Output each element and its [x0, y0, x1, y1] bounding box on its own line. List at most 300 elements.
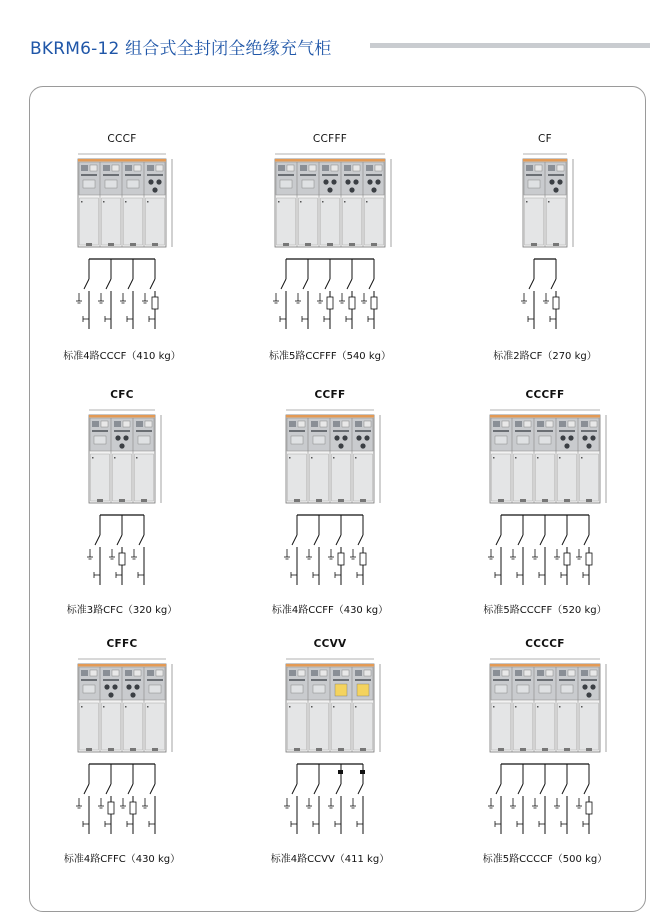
- busbar: [490, 415, 600, 418]
- device-module: [147, 670, 154, 676]
- switch-symbol: [128, 279, 133, 289]
- base-foot: [141, 499, 147, 502]
- door-handle: [548, 201, 550, 203]
- cable-compartment-door: [113, 454, 132, 501]
- device-module: [366, 165, 373, 171]
- cabinet-drawing: [445, 656, 645, 856]
- cable-compartment-door: [321, 198, 340, 245]
- cable-compartment-door: [580, 703, 599, 750]
- switch-symbol: [117, 535, 122, 545]
- device-module: [331, 165, 338, 171]
- device-module: [524, 670, 531, 676]
- base-foot: [152, 243, 158, 246]
- door-handle: [311, 457, 313, 459]
- cabinet-cell: [22, 638, 222, 888]
- indicator-strip: [147, 174, 163, 176]
- indicator-strip: [103, 174, 119, 176]
- device-module: [548, 165, 555, 171]
- door-handle: [147, 706, 149, 708]
- cabinet-drawing: [445, 151, 645, 351]
- device-module: [92, 421, 99, 427]
- busbar: [490, 664, 600, 667]
- indicator-strip: [136, 430, 152, 432]
- base-foot: [338, 748, 344, 751]
- door-handle: [355, 457, 357, 459]
- indicator-strip: [300, 174, 316, 176]
- fuse-indicator: [112, 684, 117, 689]
- cable-compartment-door: [492, 454, 511, 501]
- fuse-indicator: [582, 435, 587, 440]
- base-foot: [130, 243, 136, 246]
- fuse-indicator: [331, 179, 336, 184]
- switch-symbol: [347, 279, 352, 289]
- busbar: [89, 415, 155, 418]
- cable-compartment-door: [310, 454, 329, 501]
- device-module: [90, 165, 97, 171]
- cable-compartment-door: [146, 198, 165, 245]
- cabinet-cell: [230, 638, 430, 888]
- switch-symbol: [106, 279, 111, 289]
- door-handle: [92, 457, 94, 459]
- device-module: [557, 165, 564, 171]
- device-module: [515, 670, 522, 676]
- door-handle: [559, 457, 561, 459]
- breaker-symbol: [338, 770, 343, 774]
- busbar: [523, 159, 567, 162]
- indicator-strip: [526, 174, 542, 176]
- fuse-indicator: [549, 179, 554, 184]
- indicator-strip: [147, 679, 163, 681]
- busbar: [286, 415, 374, 418]
- cable-compartment-door: [102, 198, 121, 245]
- device-module: [502, 670, 509, 676]
- device-module: [287, 165, 294, 171]
- cabinet-caption: 标准4路CCVV（411 kg）: [270, 854, 390, 865]
- device-module: [581, 670, 588, 676]
- base-foot: [553, 243, 559, 246]
- device-module: [147, 165, 154, 171]
- cabinet-cell: [445, 389, 645, 639]
- fuse-symbol: [360, 553, 366, 565]
- device-module: [125, 165, 132, 171]
- device-module: [502, 421, 509, 427]
- switch-symbol: [336, 784, 341, 794]
- fuse-indicator: [115, 435, 120, 440]
- cable-compartment-door: [354, 454, 373, 501]
- cabinet-drawing: [445, 407, 645, 607]
- device-module: [103, 165, 110, 171]
- door-handle: [103, 201, 105, 203]
- door-handle: [103, 706, 105, 708]
- cable-compartment-door: [365, 198, 384, 245]
- door-handle: [493, 457, 495, 459]
- base-foot: [305, 243, 311, 246]
- cabinet-cell: [445, 638, 645, 888]
- indicator-strip: [537, 430, 553, 432]
- device-module: [320, 670, 327, 676]
- device-module: [353, 165, 360, 171]
- switch-symbol: [358, 535, 363, 545]
- base-foot: [283, 243, 289, 246]
- cable-compartment-door: [492, 703, 511, 750]
- device-module: [537, 670, 544, 676]
- fuse-symbol: [119, 553, 125, 565]
- cabinet-type-label: CCCF: [107, 133, 137, 145]
- fuse-indicator: [148, 179, 153, 184]
- cable-compartment-door: [525, 198, 544, 245]
- base-foot: [564, 499, 570, 502]
- indicator-strip: [537, 679, 553, 681]
- cable-compartment-door: [124, 703, 143, 750]
- fuse-indicator: [327, 187, 332, 192]
- fuse-indicator: [338, 443, 343, 448]
- base-foot: [360, 499, 366, 502]
- door-handle: [355, 706, 357, 708]
- cable-compartment-door: [536, 454, 555, 501]
- base-foot: [86, 748, 92, 751]
- device-module: [289, 421, 296, 427]
- switch-panel: [561, 685, 573, 693]
- device-module: [515, 421, 522, 427]
- fuse-indicator: [367, 179, 372, 184]
- device-module: [546, 670, 553, 676]
- switch-symbol: [562, 535, 567, 545]
- base-foot: [564, 748, 570, 751]
- cabinet-caption: 标准4路CFFC（430 kg）: [63, 854, 181, 865]
- switch-symbol: [106, 784, 111, 794]
- cable-compartment-door: [536, 703, 555, 750]
- base-foot: [542, 748, 548, 751]
- switch-panel: [302, 180, 314, 188]
- door-handle: [114, 457, 116, 459]
- indicator-strip: [344, 174, 360, 176]
- door-handle: [311, 706, 313, 708]
- cable-compartment-door: [135, 454, 154, 501]
- cable-compartment-door: [288, 703, 307, 750]
- cabinet-type-label: CCFFF: [312, 133, 348, 145]
- door-handle: [147, 201, 149, 203]
- cable-compartment-door: [332, 454, 351, 501]
- device-module: [112, 670, 119, 676]
- fuse-symbol: [108, 802, 114, 814]
- device-module: [333, 421, 340, 427]
- device-module: [546, 421, 553, 427]
- device-module: [289, 670, 296, 676]
- switch-symbol: [369, 279, 374, 289]
- device-module: [156, 165, 163, 171]
- breaker-symbol: [360, 770, 365, 774]
- busbar: [286, 664, 374, 667]
- fuse-indicator: [590, 684, 595, 689]
- cabinet-cell: [445, 133, 645, 383]
- fuse-indicator: [334, 435, 339, 440]
- switch-symbol: [292, 535, 297, 545]
- door-handle: [559, 706, 561, 708]
- page-title: BKRM6-12 组合式全封闭全绝缘充气柜: [30, 39, 332, 59]
- switch-symbol: [529, 279, 534, 289]
- indicator-strip: [289, 679, 305, 681]
- base-foot: [542, 499, 548, 502]
- cabinet-drawing: [22, 151, 222, 351]
- fuse-indicator: [582, 684, 587, 689]
- base-foot: [586, 748, 592, 751]
- device-module: [123, 421, 130, 427]
- indicator-strip: [311, 679, 327, 681]
- door-handle: [515, 706, 517, 708]
- base-foot: [108, 243, 114, 246]
- indicator-strip: [103, 679, 119, 681]
- indicator-strip: [333, 679, 349, 681]
- device-module: [344, 165, 351, 171]
- cable-compartment-door: [547, 198, 566, 245]
- indicator-strip: [322, 174, 338, 176]
- switch-panel: [517, 685, 529, 693]
- fuse-indicator: [152, 187, 157, 192]
- breaker-panel: [357, 684, 369, 696]
- door-handle: [493, 706, 495, 708]
- cabinet-caption: 标准5路CCFFF（540 kg）: [269, 351, 391, 362]
- base-foot: [338, 499, 344, 502]
- cable-compartment-door: [558, 703, 577, 750]
- device-module: [493, 670, 500, 676]
- page-header: [30, 34, 650, 58]
- fuse-indicator: [123, 435, 128, 440]
- fuse-symbol: [152, 297, 158, 309]
- base-foot: [97, 499, 103, 502]
- cabinet-caption: 标准2路CF（270 kg）: [493, 351, 597, 362]
- breaker-panel: [335, 684, 347, 696]
- switch-panel: [83, 180, 95, 188]
- cable-compartment-door: [102, 703, 121, 750]
- cabinet-type-label: CFFC: [106, 638, 138, 650]
- device-module: [145, 421, 152, 427]
- device-module: [364, 670, 371, 676]
- switch-panel: [280, 180, 292, 188]
- cabinet-type-label: CCFF: [314, 389, 346, 401]
- cabinet-cell: [22, 389, 222, 639]
- fuse-indicator: [356, 435, 361, 440]
- fuse-symbol: [130, 802, 136, 814]
- switch-symbol: [551, 279, 556, 289]
- cabinet-type-label: CCCFF: [525, 389, 565, 401]
- indicator-strip: [289, 430, 305, 432]
- indicator-strip: [559, 430, 575, 432]
- device-module: [493, 421, 500, 427]
- cabinet-drawing: [22, 656, 222, 856]
- base-foot: [294, 748, 300, 751]
- switch-symbol: [584, 535, 589, 545]
- cable-compartment-door: [310, 703, 329, 750]
- switch-panel: [528, 180, 540, 188]
- fuse-indicator: [371, 187, 376, 192]
- indicator-strip: [559, 679, 575, 681]
- door-handle: [344, 201, 346, 203]
- fuse-indicator: [590, 435, 595, 440]
- switch-symbol: [540, 784, 545, 794]
- switch-symbol: [562, 784, 567, 794]
- switch-symbol: [358, 784, 363, 794]
- base-foot: [86, 243, 92, 246]
- cable-compartment-door: [80, 703, 99, 750]
- door-handle: [537, 706, 539, 708]
- cabinet-cell: [22, 133, 222, 383]
- indicator-strip: [81, 174, 97, 176]
- switch-panel: [539, 685, 551, 693]
- switch-panel: [138, 436, 150, 444]
- base-foot: [316, 499, 322, 502]
- cabinet-caption: 标准3路CFC（320 kg）: [66, 605, 178, 616]
- base-foot: [316, 748, 322, 751]
- door-handle: [81, 706, 83, 708]
- fuse-indicator: [564, 443, 569, 448]
- base-foot: [152, 748, 158, 751]
- fuse-symbol: [371, 297, 377, 309]
- door-handle: [581, 457, 583, 459]
- fuse-indicator: [553, 187, 558, 192]
- cabinet-type-label: CCCCF: [525, 638, 565, 650]
- base-foot: [119, 499, 125, 502]
- cable-compartment-door: [514, 454, 533, 501]
- indicator-strip: [493, 679, 509, 681]
- door-handle: [136, 457, 138, 459]
- switch-panel: [83, 685, 95, 693]
- door-handle: [289, 457, 291, 459]
- door-handle: [278, 201, 280, 203]
- switch-symbol: [540, 535, 545, 545]
- switch-panel: [495, 685, 507, 693]
- switch-panel: [539, 436, 551, 444]
- indicator-strip: [355, 679, 371, 681]
- device-module: [535, 165, 542, 171]
- cabinet-type-label: CF: [538, 133, 552, 145]
- switch-symbol: [518, 784, 523, 794]
- indicator-strip: [81, 679, 97, 681]
- cabinet-caption: 标准4路CCCF（410 kg）: [63, 351, 181, 362]
- device-module: [568, 670, 575, 676]
- title-decor-bar: [370, 43, 650, 48]
- switch-symbol: [314, 784, 319, 794]
- switch-panel: [291, 685, 303, 693]
- fuse-indicator: [345, 179, 350, 184]
- switch-panel: [313, 685, 325, 693]
- fuse-symbol: [338, 553, 344, 565]
- switch-symbol: [281, 279, 286, 289]
- indicator-strip: [355, 430, 371, 432]
- switch-panel: [105, 180, 117, 188]
- switch-panel: [127, 180, 139, 188]
- device-module: [526, 165, 533, 171]
- device-module: [590, 421, 597, 427]
- busbar: [78, 664, 166, 667]
- device-module: [320, 421, 327, 427]
- device-module: [524, 421, 531, 427]
- base-foot: [327, 243, 333, 246]
- device-module: [134, 165, 141, 171]
- door-handle: [537, 457, 539, 459]
- device-module: [311, 421, 318, 427]
- cabinet-caption: 标准5路CCCCF（500 kg）: [482, 854, 608, 865]
- switch-panel: [291, 436, 303, 444]
- switch-symbol: [150, 279, 155, 289]
- cable-compartment-door: [277, 198, 296, 245]
- cabinet-cell: [230, 133, 430, 383]
- cable-compartment-door: [514, 703, 533, 750]
- cabinet-cell: [230, 389, 430, 639]
- cable-compartment-door: [288, 454, 307, 501]
- fuse-indicator: [568, 435, 573, 440]
- switch-symbol: [496, 784, 501, 794]
- device-module: [112, 165, 119, 171]
- device-module: [125, 670, 132, 676]
- device-module: [311, 670, 318, 676]
- cable-compartment-door: [354, 703, 373, 750]
- indicator-strip: [114, 430, 130, 432]
- device-module: [156, 670, 163, 676]
- fuse-indicator: [342, 435, 347, 440]
- switch-symbol: [84, 784, 89, 794]
- indicator-strip: [278, 174, 294, 176]
- fuse-indicator: [119, 443, 124, 448]
- cable-compartment-door: [124, 198, 143, 245]
- cable-compartment-door: [146, 703, 165, 750]
- fuse-symbol: [349, 297, 355, 309]
- base-foot: [520, 499, 526, 502]
- switch-panel: [94, 436, 106, 444]
- base-foot: [130, 748, 136, 751]
- indicator-strip: [125, 174, 141, 176]
- door-handle: [289, 706, 291, 708]
- device-module: [309, 165, 316, 171]
- switch-panel: [149, 685, 161, 693]
- switch-symbol: [303, 279, 308, 289]
- fuse-symbol: [586, 553, 592, 565]
- fuse-indicator: [108, 692, 113, 697]
- switch-panel: [313, 436, 325, 444]
- indicator-strip: [581, 679, 597, 681]
- device-module: [322, 165, 329, 171]
- cabinet-caption: 标准4路CCFF（430 kg）: [271, 605, 389, 616]
- device-module: [81, 165, 88, 171]
- device-module: [355, 421, 362, 427]
- switch-symbol: [336, 535, 341, 545]
- device-module: [559, 421, 566, 427]
- device-module: [114, 421, 121, 427]
- device-module: [136, 421, 143, 427]
- fuse-indicator: [130, 692, 135, 697]
- switch-symbol: [314, 535, 319, 545]
- device-module: [81, 670, 88, 676]
- device-module: [581, 421, 588, 427]
- base-foot: [531, 243, 537, 246]
- cabinet-drawing: [230, 656, 430, 856]
- device-module: [355, 670, 362, 676]
- switch-symbol: [150, 784, 155, 794]
- device-module: [342, 670, 349, 676]
- fuse-indicator: [156, 179, 161, 184]
- device-module: [559, 670, 566, 676]
- indicator-strip: [548, 174, 564, 176]
- indicator-strip: [125, 679, 141, 681]
- device-module: [342, 421, 349, 427]
- indicator-strip: [366, 174, 382, 176]
- device-module: [101, 421, 108, 427]
- switch-symbol: [139, 535, 144, 545]
- device-module: [103, 670, 110, 676]
- device-module: [568, 421, 575, 427]
- indicator-strip: [333, 430, 349, 432]
- indicator-strip: [515, 679, 531, 681]
- cabinet-drawing: [230, 407, 430, 607]
